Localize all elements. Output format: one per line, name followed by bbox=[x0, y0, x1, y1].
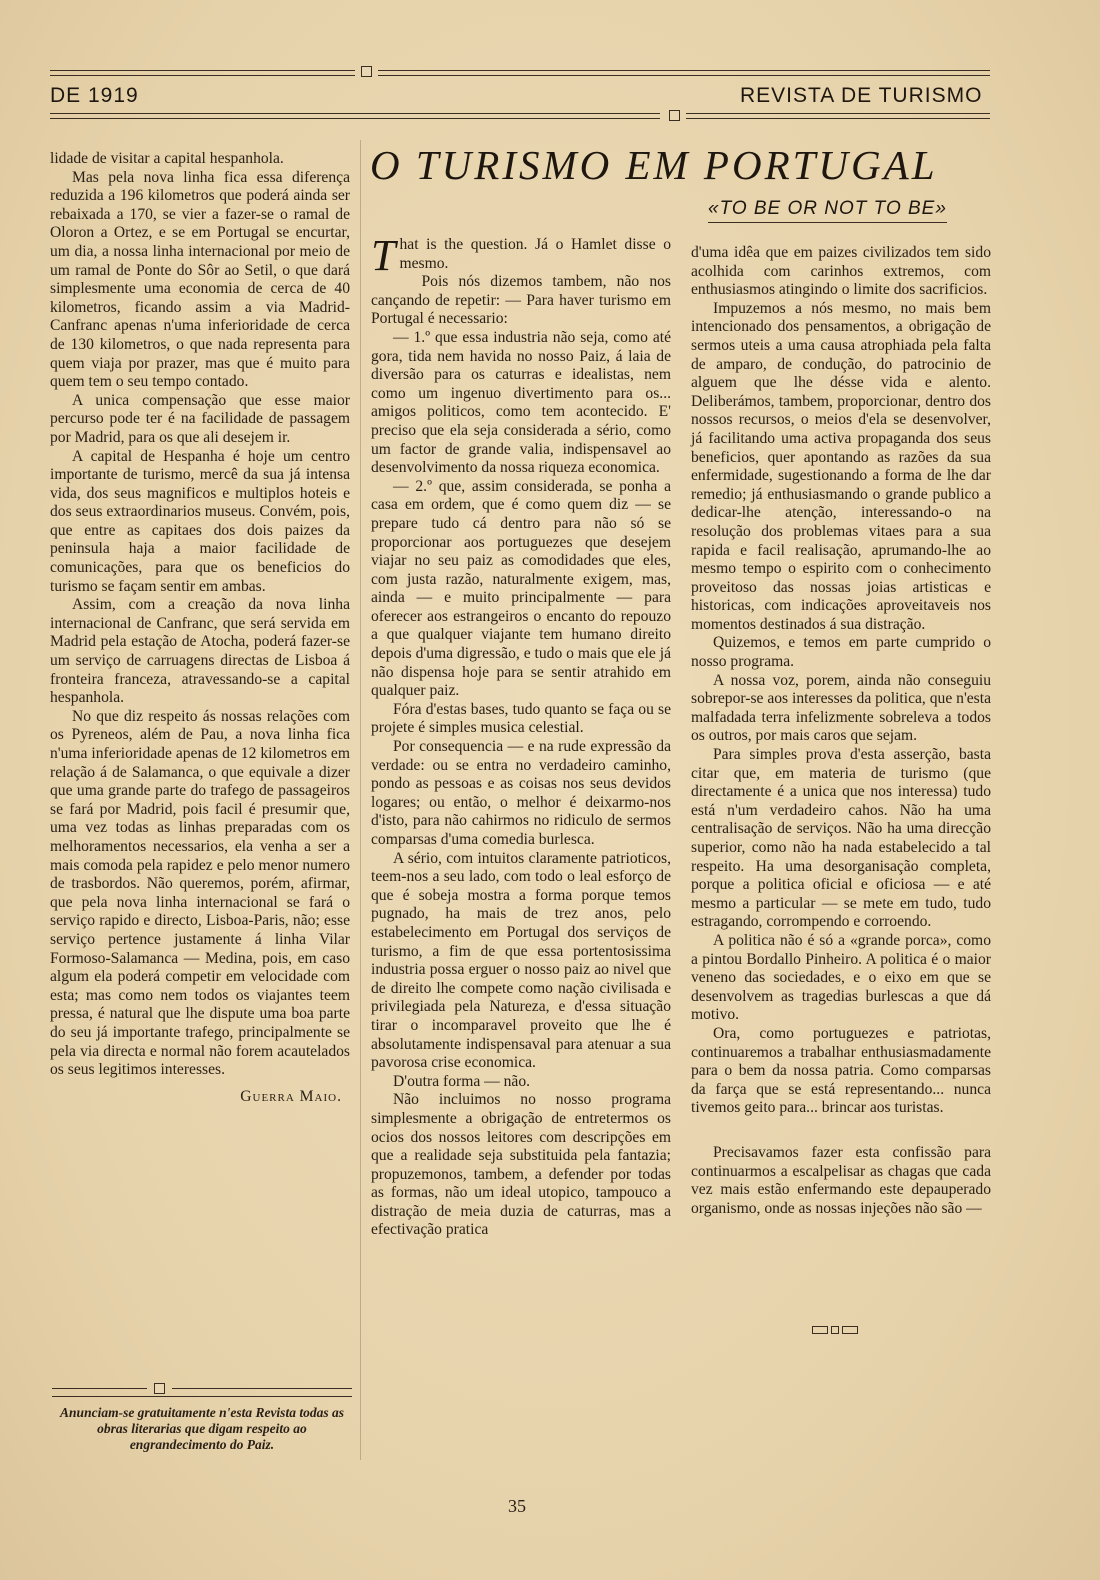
top-rule bbox=[378, 75, 990, 76]
header-rule bbox=[686, 113, 990, 114]
paragraph: Precisavamos fazer esta confissão para continuarmos a escalpelisar as chagas que cada vez mais estão enfermando este depauperado organismo, onde as nossas injeções não são — bbox=[691, 1143, 991, 1217]
paragraph: D'outra forma — não. bbox=[393, 1072, 531, 1090]
paragraph-text: hat is the question. Já o Hamlet disse o mesmo. bbox=[399, 236, 671, 272]
rule-ornament bbox=[669, 110, 680, 121]
paragraph: lidade de visitar a capital hespanhola. bbox=[50, 150, 284, 167]
paragraph: A unica compensação que esse maior percurso pode ter é na facilidade de passagem por Madrid, para os que ali desejem ir. bbox=[50, 391, 350, 446]
paragraph: Pois nós dizemos tambem, não nos cançando de repetir: — Para haver turismo em Portugal é necessario: bbox=[371, 273, 671, 328]
paragraph: Por consequencia — e na rude expressão da verdade: ou se entra no verdadeiro caminho, pondo as pessoas e as coisas nos seus devidos logares; ou então, o melhor é deixarmo-nos d'isto, para não cahirmos no ridiculo de sermos comparsas d'uma comedia burlesca. bbox=[371, 738, 671, 848]
paragraph: A capital de Hespanha é hoje um centro importante de turismo, mercê da sua já intensa vida, dos seus magnificos e multiplos hoteis e dos seus extraordinarios museus. Convém, pois, que entre as capitaes dos dois paizes da peninsula haja a maior facilidade de comunicações, para que os beneficios do turismo se façam sentir em ambas. bbox=[50, 447, 350, 595]
drop-cap: T bbox=[371, 231, 396, 280]
left-column bbox=[50, 150, 350, 1106]
paragraph: No que diz respeito ás nossas relações com os Pyreneos, além de Pau, a nova linha fica n'uma inferioridade apenas de 12 kilometros em relação á de Salamanca, o que equivale a dizer que uma grande parte do trafego de passageiros se fará por Madrid, pois facil é presumir que, uma vez todas as linhas preparadas com os melhoramentos necessarios, ela venha a ser a mais comoda pela rapidez e pelo menor numero de trasbordos. Não queremos, porém, afirmar, que pela nova linha internacional se fará o serviço rapido e directo, Lisboa-Paris, não; esse serviço pertence justamente á linha Vilar Formoso-Salamanca — Medina, pois, em caso algum ela poderá competir em velocidade com esta; mas como nem todos os viajantes teem pressa, é natural que lhe dispute uma boa parte do seu já importante trafego, principalmente se pela via directa e normal não forem acautelados os seus legitimos interesses. bbox=[50, 707, 350, 1079]
header-left: DE 1919 bbox=[50, 84, 139, 107]
paragraph: Impuzemos a nós mesmo, no mais bem intencionado dos pensamentos, a obrigação de sermos uteis a uma causa atrophiada pela falta de amparo, de condução, do patrocinio de alguem que lhe désse vida e alento. Deliberámos, tambem, proporcionar, dentro dos nossos recursos, o meios d'ela se desenvolver, já facilitando uma activa propaganda dos seus beneficios, quer apontando as razões da sua enfermidade, sugestionando a forma de lhe dar remedio; já enthusiasmando o grande publico a dedicar-lhe atenção, interessando-o na resolução dos problemas vitaes para a sua rapida e facil realisação, aprumando-lhe ao mesmo tempo o espirito com o conhecimento proveitoso das nossas joias artisticas e historicas, com indicações aproveitaveis nos momentos destinados á sua distração. bbox=[691, 299, 991, 633]
header-rule bbox=[50, 118, 660, 119]
paragraph: Assim, com a creação da nova linha internacional de Canfranc, que será servida em Madrid pela estação de Atocha, poderá fazer-se um serviço de carruagens directas de Lisboa á fronteira franceza, atravessando-se a capital hespanhola. bbox=[50, 596, 350, 707]
paragraph bbox=[371, 231, 671, 280]
paragraph: Fóra d'estas bases, tudo quanto se faça ou se projete é simples musica celestial. bbox=[371, 700, 671, 737]
paragraph: A sério, com intuitos claramente patrioticos, teem-nos a seu lado, com todo o leal esforço de que é sobeja mostra a forma porque temos pugnado, ha mais de trez anos, pelo estabelecimento em Portugal dos serviços de turismo, a fim de que essa portentosissima industria possa erguer o nosso paiz ao nivel que de direito lhe compete como nação civilisada e privilegiada pela Natureza, e d'essa situação tirar o incomparavel proveito que lhe é absolutamente indispensaval para atenuar a sua pavorosa crise economica. bbox=[371, 849, 671, 1072]
paragraph: Não incluimos no nosso programa simplesmente a obrigação de entretermos os ocios dos nossos leitores com descripções em que a realidade seja substituida pela fantazia; propuzemonos, tambem, a defender por todas as formas, não um ideal utopico, tampouco a distração de meia duzia de caturras, mas a efectivação pratica bbox=[371, 1091, 671, 1239]
rule-ornament bbox=[361, 66, 372, 77]
top-rule bbox=[50, 70, 355, 71]
paragraph: Ora, como portuguezes e patriotas, continuaremos a trabalhar enthusiasmadamente para o bem da nossa patria. Como comparsas da farça que se está representando... nunca tivemos geito para... brincar aos turistas. bbox=[691, 1024, 991, 1117]
article-subtitle: «TO BE OR NOT TO BE» bbox=[708, 198, 947, 223]
column-divider bbox=[360, 140, 361, 1460]
top-rule bbox=[50, 75, 355, 76]
page-number: 35 bbox=[508, 1496, 526, 1516]
footer-rule bbox=[52, 1396, 352, 1397]
header-right: REVISTA DE TURISMO bbox=[740, 84, 983, 107]
paragraph: — 2.º que, assim considerada, se ponha a casa em ordem, que é como quem diz — se prepare tudo cá dentro para não só se proporcionar aos portuguezes que desejem viajar no seu paiz as comodidades que eles, com justa razão, naturalmente exigem, mas, ainda — e muito principalmente — para oferecer aos estrangeiros o encanto do repouzo a que qualquer viajante tem humano direito depois d'uma digressão, e tudo o mais que ele já não dispensa hoje para se sentir atrahido em qualquer paiz. bbox=[371, 477, 671, 700]
paragraph: Para simples prova d'esta asserção, basta citar que, em materia de turismo (que directamente é a unica que nos interessa) tudo está n'um verdadeiro cahos. Não ha uma centralisação de serviços. Não ha uma direcção superior, como não ha nada estabelecido a tal respeito. Ha uma desorganisação completa, porque a politica oficial e oficiosa — e até mesmo a particular — se mete em tudo, tudo estragando, corrompendo e corroendo. bbox=[691, 746, 991, 931]
header-rule bbox=[686, 118, 990, 119]
article-title: O TURISMO EM PORTUGAL bbox=[370, 142, 938, 188]
section-ornament bbox=[812, 1324, 868, 1336]
paragraph: A politica não é só a «grande porca», como a pintou Bordallo Pinheiro. A politica é o maior veneno das sociedades, e o eixo em que se desenvolvem as tragedias burlescas a que dá motivo. bbox=[691, 931, 991, 1024]
footer-rule bbox=[52, 1388, 147, 1389]
free-advertising-note: Anunciam-se gratuitamente n'esta Revista todas as obras literarias que digam respeito ao engrandecimento do Paiz. bbox=[60, 1405, 344, 1452]
paragraph: d'uma idêa que em paizes civilizados tem sido acolhida com carinhos extremos, com enthusiasmos atingindo o limite dos sacrificios. bbox=[691, 244, 991, 299]
top-rule bbox=[378, 70, 990, 71]
paragraph: A nossa voz, porem, ainda não conseguiu sobrepor-se aos interesses da politica, que n'esta malfadada terra infelizmente sobreleva a todos os outros, por mais caros que sejam. bbox=[691, 671, 991, 745]
paragraph: — 1.º que essa industria não seja, como até gora, tida nem havida no nosso Paiz, á laia de diversão para os caturras e idealistas, nem como um ingenuo divertimento para os... amigos politicos, como tem acontecido. E' preciso que ela seja considerada a sério, como um factor de grande valia, indispensavel ao desenvolvimento da nossa riqueza economica. bbox=[371, 328, 671, 477]
author-signature: Guerra Maio. bbox=[240, 1087, 342, 1105]
paragraph: Quizemos, e temos em parte cumprido o nosso programa. bbox=[691, 634, 991, 671]
header-rule bbox=[50, 113, 660, 114]
middle-column bbox=[371, 231, 671, 1240]
rule-ornament bbox=[154, 1383, 165, 1394]
footer-rule bbox=[172, 1388, 352, 1389]
right-column bbox=[691, 244, 991, 1218]
paragraph: Mas pela nova linha fica essa diferença reduzida a 196 kilometros que poderá ainda ser rebaixada a 170, se vier a fazer-se o ramal de Oloron a Ortez, e se em Portugal se encurtar, um dia, a nossa linha internacional por meio de um ramal de Ponte do Sôr ao Setil, o que dará simplesmente uma economia de cerca de 40 kilometros, ficando assim a via Madrid-Canfranc apenas n'uma inferioridade de cerca de 130 kilometros, o que nada representa para quem viaja por prazer, mas que é muito para quem tem o seu tempo contado. bbox=[50, 168, 350, 391]
